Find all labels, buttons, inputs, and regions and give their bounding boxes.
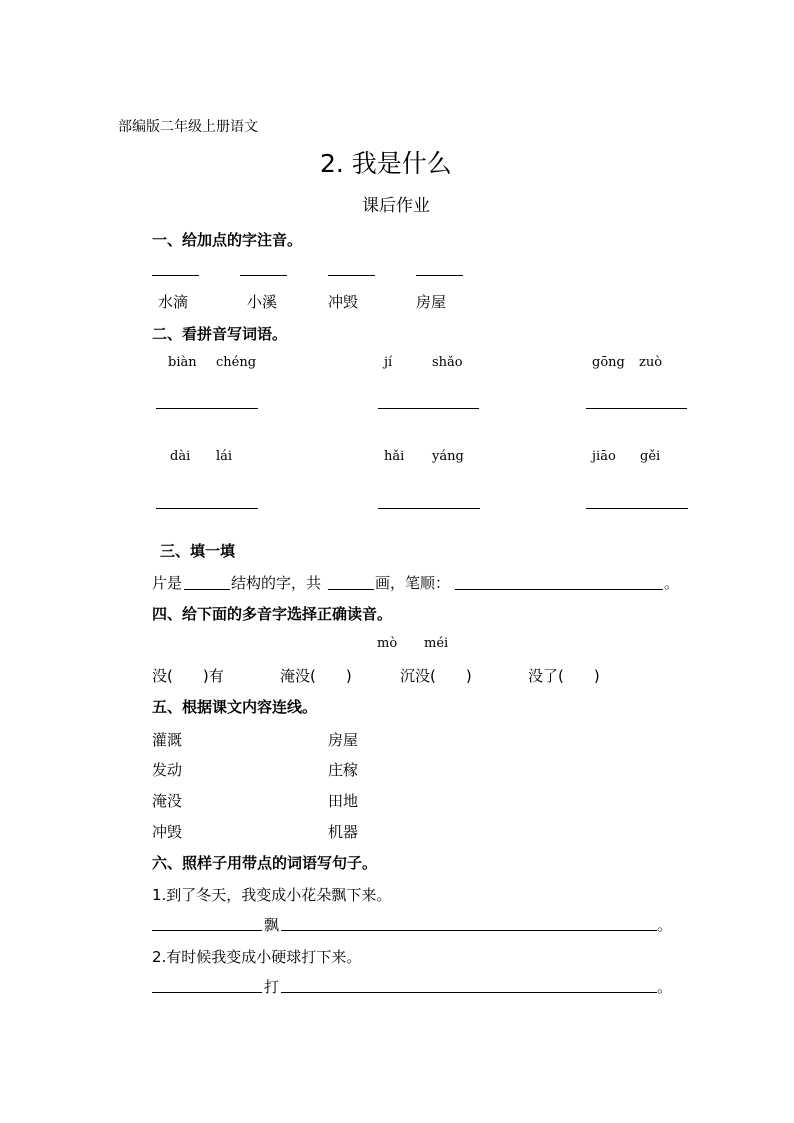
book-label: 部编版二年级上册语文 (118, 119, 258, 135)
answer-blank[interactable] (281, 992, 657, 993)
answer-blank[interactable] (152, 275, 199, 276)
word-item: 水滴 (158, 293, 189, 311)
answer-blank[interactable] (586, 408, 687, 409)
pinyin-label: dài lái (170, 449, 233, 464)
section-3-heading: 三、填一填 (160, 542, 236, 560)
example-sentence: 1.到了冬天，我变成小花朵飘下来。 (152, 886, 392, 904)
answer-blank[interactable] (152, 992, 262, 993)
polyphone-item: 没了( ) (528, 667, 600, 685)
lesson-title: 2. 我是什么 (320, 149, 452, 178)
fill-text: 片是 (152, 574, 183, 592)
answer-blank[interactable] (586, 508, 688, 509)
answer-blank[interactable] (184, 589, 230, 590)
section-4-heading: 四、给下面的多音字选择正确读音。 (152, 605, 393, 623)
match-right-item: 庄稼 (328, 761, 359, 779)
example-sentence: 2.有时候我变成小硬球打下来。 (152, 948, 362, 966)
match-left-item: 淹没 (152, 792, 183, 810)
homework-subtitle: 课后作业 (362, 196, 430, 216)
answer-blank[interactable] (416, 275, 463, 276)
pinyin-label: hǎi yáng (384, 449, 464, 464)
polyphone-item: 沉没( ) (400, 667, 472, 685)
answer-blank[interactable] (152, 930, 262, 931)
section-1-heading: 一、给加点的字注音。 (152, 231, 303, 249)
answer-blank[interactable] (328, 589, 374, 590)
answer-blank[interactable] (378, 508, 480, 509)
pinyin-label: jí shǎo (384, 355, 463, 370)
answer-blank[interactable] (328, 275, 375, 276)
pinyin-option: méi (424, 636, 449, 651)
pinyin-option: mò (377, 636, 398, 651)
fill-text: 。 (664, 574, 680, 592)
polyphone-item: 淹没( ) (280, 667, 352, 685)
section-5-heading: 五、根据课文内容连线。 (152, 698, 318, 716)
pinyin-label: biàn chéng (168, 355, 257, 370)
match-right-item: 机器 (328, 823, 359, 841)
sentence-end: 。 (657, 978, 673, 996)
match-left-item: 冲毁 (152, 823, 183, 841)
match-right-item: 房屋 (328, 731, 359, 749)
answer-blank[interactable] (240, 275, 287, 276)
answer-blank[interactable] (378, 408, 479, 409)
answer-blank[interactable] (156, 408, 258, 409)
word-item: 房屋 (416, 293, 447, 311)
polyphone-item: 没( )有 (152, 667, 224, 685)
match-right-item: 田地 (328, 792, 359, 810)
section-6-heading: 六、照样子用带点的词语写句子。 (152, 854, 378, 872)
section-2-heading: 二、看拼音写词语。 (152, 325, 288, 343)
sentence-end: 。 (657, 916, 673, 934)
dotted-word: 打 (264, 978, 280, 996)
word-item: 小溪 (247, 293, 278, 311)
answer-blank[interactable] (281, 930, 657, 931)
match-left-item: 发动 (152, 761, 183, 779)
answer-blank[interactable] (156, 508, 258, 509)
pinyin-label: gōng zuò (592, 355, 663, 370)
pinyin-label: jiāo gěi (592, 449, 661, 464)
word-item: 冲毁 (328, 293, 359, 311)
fill-text: 结构的字，共 (231, 574, 322, 592)
answer-blank[interactable] (455, 589, 663, 590)
dotted-word: 飘 (264, 916, 280, 934)
fill-text: 画，笔顺： (375, 574, 451, 592)
match-left-item: 灌溉 (152, 731, 183, 749)
